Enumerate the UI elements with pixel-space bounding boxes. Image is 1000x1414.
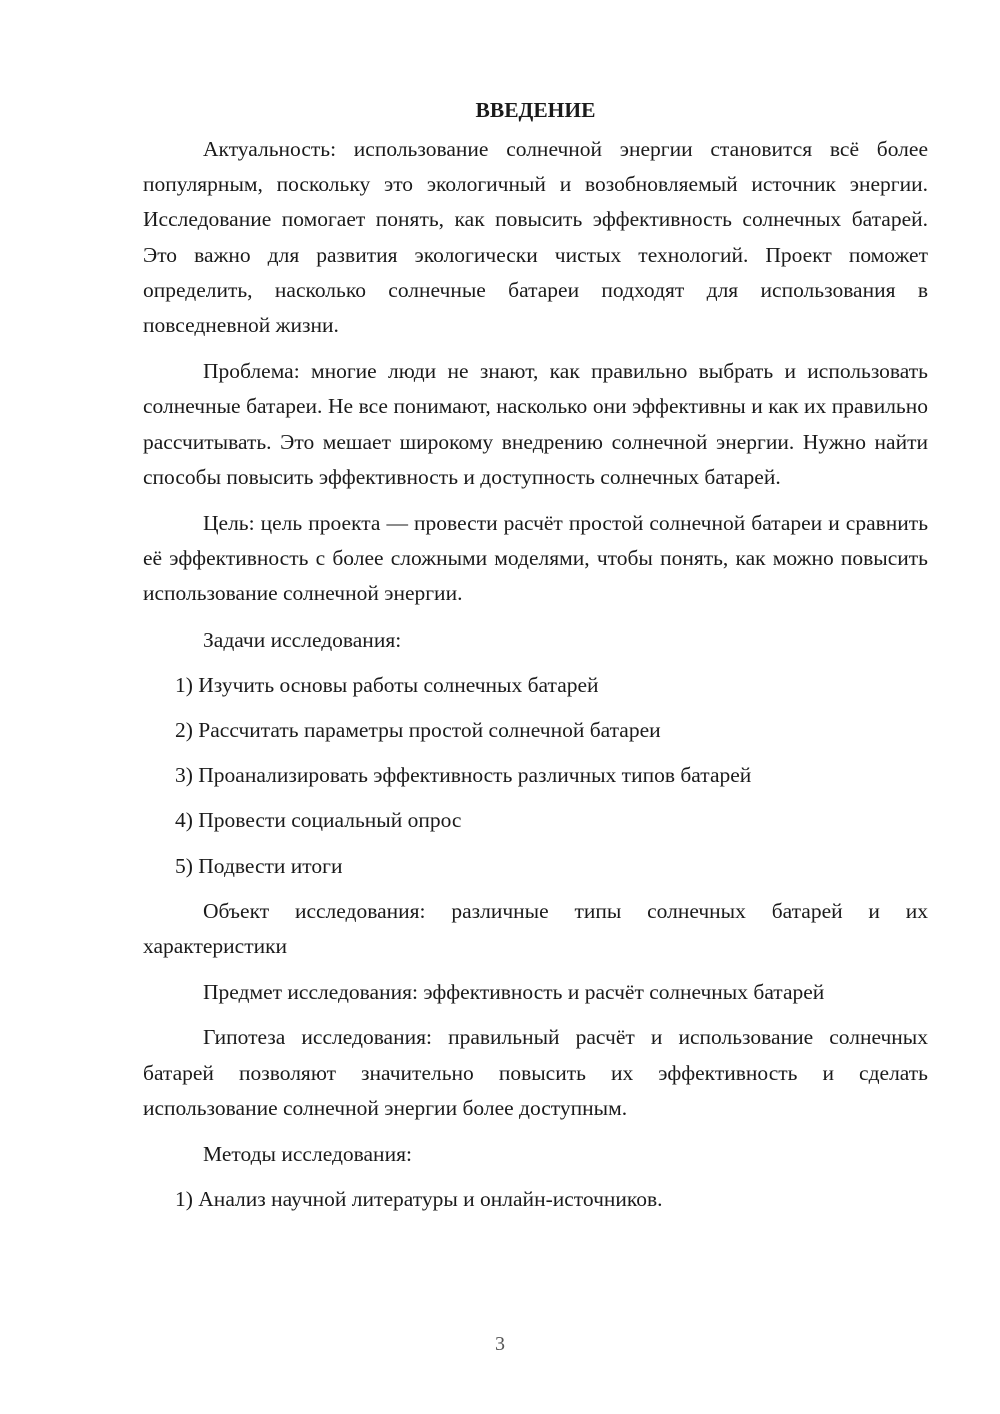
tasks-list [143, 668, 928, 884]
tasks-heading: Задачи исследования: [203, 627, 402, 652]
list-item: 1) Изучить основы работы солнечных батарей [175, 672, 599, 697]
problem-paragraph: Проблема: многие люди не знают, как правильно выбрать и использовать солнечные батареи. Не все понимают, насколько они эффективны и как их правильно рассчитывать. Это мешает широкому внедрению солнечной энергии. Нужно найти способы повысить эффективность и доступность солнечных батарей. [143, 359, 928, 489]
page-number: 3 [495, 1333, 505, 1355]
hypothesis-paragraph: Гипотеза исследования: правильный расчёт и использование солнечных батарей позволяют значительно повысить их эффективность и сделать использование солнечной энергии более доступным. [143, 1025, 928, 1120]
list-item: 2) Рассчитать параметры простой солнечной батареи [175, 718, 661, 743]
methods-list [143, 1182, 928, 1217]
list-item: 3) Проанализировать эффективность различных типов батарей [175, 763, 752, 788]
list-item: 5) Подвести итоги [175, 853, 343, 878]
object-paragraph: Объект исследования: различные типы солнечных батарей и их характеристики [143, 898, 928, 959]
section-title: ВВЕДЕНИЕ [475, 98, 596, 122]
relevance-paragraph: Актуальность: использование солнечной энергии становится всё более популярным, поскольку это экологичный и возобновляемый источник энергии. Исследование помогает понять, как повысить эффективность солнечных батарей. Это важно для развития экологически чистых технологий. Проект поможет определить, насколько солнечные батареи подходят для использования в повседневной жизни. [143, 137, 928, 338]
list-item: 1) Анализ научной литературы и онлайн-источников. [175, 1187, 663, 1212]
list-item: 4) Провести социальный опрос [175, 808, 462, 833]
subject-paragraph: Предмет исследования: эффективность и расчёт солнечных батарей [203, 980, 825, 1005]
goal-paragraph: Цель: цель проекта — провести расчёт простой солнечной батареи и сравнить её эффективность с более сложными моделями, чтобы понять, как можно повысить использование солнечной энергии. [143, 511, 928, 606]
methods-heading: Методы исследования: [203, 1142, 412, 1167]
document-page [143, 92, 928, 1227]
